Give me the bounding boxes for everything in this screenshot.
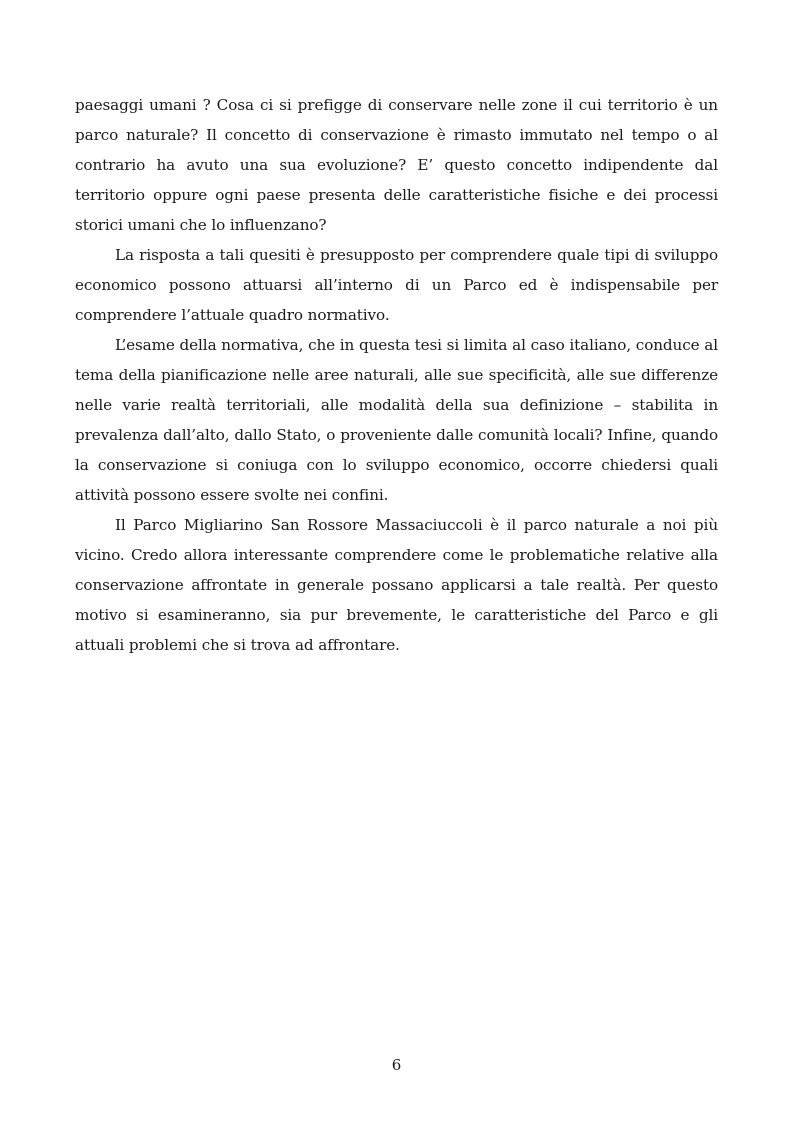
paragraph-4: Il Parco Migliarino San Rossore Massaciuccoli è il parco naturale a noi più vicino. Credo allora interessante comprendere come le problematiche relative alla conservazione affrontate in generale possano applicarsi a tale realtà. Per questo motivo si esamineranno, sia pur brevemente, le caratteristiche del Parco e gli attuali problemi che si trova ad affrontare. bbox=[75, 516, 718, 654]
paragraph-2: La risposta a tali quesiti è presupposto per comprendere quale tipi di sviluppo economico possono attuarsi all’interno di un Parco ed è indispensabile per comprendere l’attuale quadro normativo. bbox=[75, 246, 718, 324]
paragraph-3: L’esame della normativa, che in questa tesi si limita al caso italiano, conduce al tema della pianificazione nelle aree naturali, alle sue specificità, alle sue differenze nelle varie realtà territoriali, alle modalità della sua definizione – stabilita in prevalenza dall’alto, dallo Stato, o proveniente dalle comunità locali? Infine, quando la conservazione si coniuga con lo sviluppo economico, occorre chiedersi quali attività possono essere svolte nei confini. bbox=[75, 336, 718, 504]
paragraph-1: paesaggi umani ? Cosa ci si prefigge di conservare nelle zone il cui territorio è un parco naturale? Il concetto di conservazione è rimasto immutato nel tempo o al contrario ha avuto una sua evoluzione? E’ questo concetto indipendente dal territorio oppure ogni paese presenta delle caratteristiche fisiche e dei processi storici umani che lo influenzano? bbox=[75, 96, 718, 234]
page-number: 6 bbox=[391, 1056, 402, 1074]
body-text bbox=[75, 90, 718, 660]
